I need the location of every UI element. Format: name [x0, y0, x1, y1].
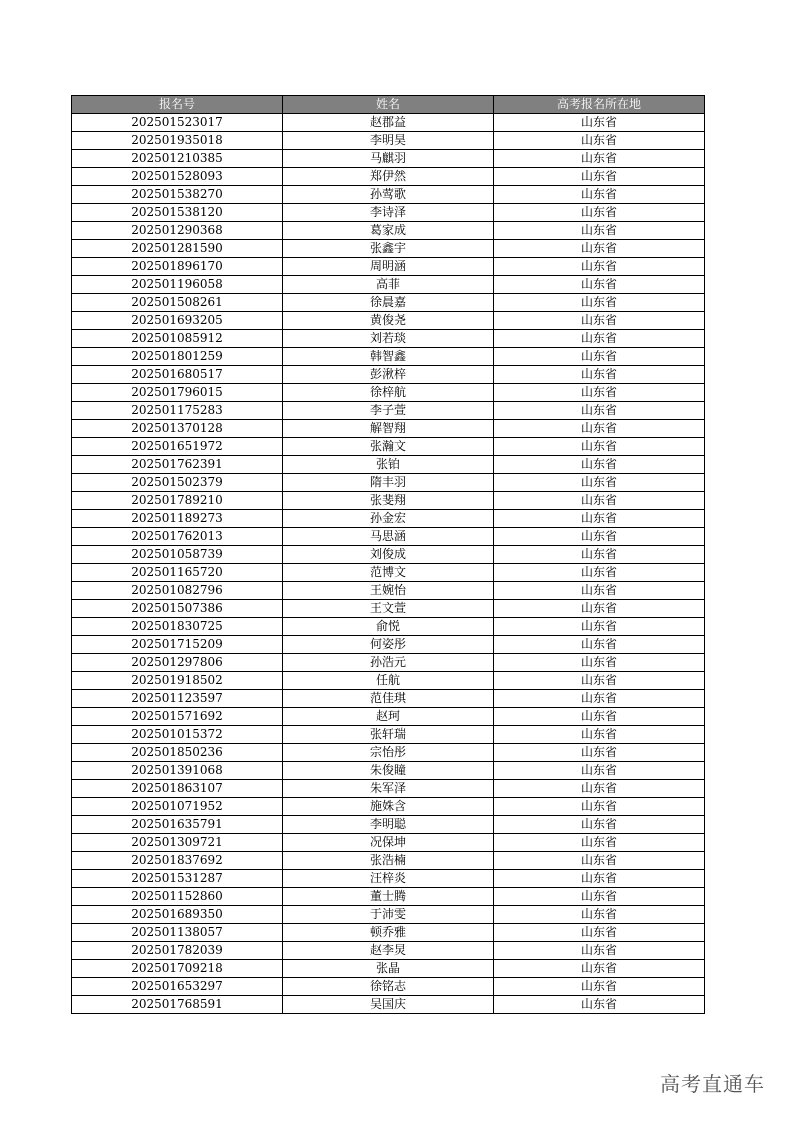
cell-registration-number: 202501709218 [72, 960, 283, 978]
cell-registration-number: 202501918502 [72, 672, 283, 690]
table-row [72, 330, 705, 348]
cell-registration-number: 202501523017 [72, 114, 283, 132]
cell-name: 周明涵 [283, 258, 494, 276]
cell-name: 葛家成 [283, 222, 494, 240]
table-row [72, 924, 705, 942]
cell-name: 宗怡彤 [283, 744, 494, 762]
cell-registration-number: 202501290368 [72, 222, 283, 240]
cell-location: 山东省 [494, 564, 705, 582]
cell-name: 张晶 [283, 960, 494, 978]
watermark-text: 高考直通车 [660, 1072, 765, 1096]
table-row [72, 816, 705, 834]
cell-registration-number: 202501837692 [72, 852, 283, 870]
cell-location: 山东省 [494, 852, 705, 870]
cell-location: 山东省 [494, 798, 705, 816]
cell-registration-number: 202501538270 [72, 186, 283, 204]
cell-location: 山东省 [494, 978, 705, 996]
cell-name: 孙浩元 [283, 654, 494, 672]
cell-registration-number: 202501538120 [72, 204, 283, 222]
table-row [72, 492, 705, 510]
cell-name: 张轩瑞 [283, 726, 494, 744]
cell-name: 高菲 [283, 276, 494, 294]
cell-registration-number: 202501507386 [72, 600, 283, 618]
cell-registration-number: 202501653297 [72, 978, 283, 996]
cell-name: 张铂 [283, 456, 494, 474]
cell-name: 何姿彤 [283, 636, 494, 654]
table-row [72, 546, 705, 564]
table-row [72, 348, 705, 366]
table-row [72, 762, 705, 780]
cell-name: 徐梓航 [283, 384, 494, 402]
cell-name: 马思涵 [283, 528, 494, 546]
cell-name: 赵李炅 [283, 942, 494, 960]
cell-location: 山东省 [494, 294, 705, 312]
cell-location: 山东省 [494, 402, 705, 420]
cell-name: 李诗泽 [283, 204, 494, 222]
cell-registration-number: 202501123597 [72, 690, 283, 708]
cell-name: 张瀚文 [283, 438, 494, 456]
cell-name: 朱军泽 [283, 780, 494, 798]
table-row [72, 312, 705, 330]
cell-registration-number: 202501528093 [72, 168, 283, 186]
cell-location: 山东省 [494, 672, 705, 690]
cell-registration-number: 202501391068 [72, 762, 283, 780]
cell-registration-number: 202501796015 [72, 384, 283, 402]
cell-location: 山东省 [494, 654, 705, 672]
table-body [72, 114, 705, 1014]
table-row [72, 402, 705, 420]
table-row [72, 582, 705, 600]
cell-registration-number: 202501071952 [72, 798, 283, 816]
cell-registration-number: 202501210385 [72, 150, 283, 168]
cell-registration-number: 202501693205 [72, 312, 283, 330]
cell-registration-number: 202501801259 [72, 348, 283, 366]
cell-location: 山东省 [494, 348, 705, 366]
cell-name: 刘若琰 [283, 330, 494, 348]
table-row [72, 636, 705, 654]
cell-name: 俞悦 [283, 618, 494, 636]
cell-registration-number: 202501508261 [72, 294, 283, 312]
table-row [72, 906, 705, 924]
cell-name: 顿乔雅 [283, 924, 494, 942]
cell-name: 张斐翔 [283, 492, 494, 510]
cell-location: 山东省 [494, 204, 705, 222]
table-row [72, 564, 705, 582]
table-row [72, 834, 705, 852]
cell-name: 孙莺歌 [283, 186, 494, 204]
cell-location: 山东省 [494, 546, 705, 564]
cell-location: 山东省 [494, 510, 705, 528]
cell-location: 山东省 [494, 960, 705, 978]
cell-name: 赵郡益 [283, 114, 494, 132]
cell-name: 张鑫宇 [283, 240, 494, 258]
table-row [72, 978, 705, 996]
cell-location: 山东省 [494, 744, 705, 762]
cell-name: 范博文 [283, 564, 494, 582]
cell-registration-number: 202501715209 [72, 636, 283, 654]
cell-name: 李明聪 [283, 816, 494, 834]
cell-registration-number: 202501152860 [72, 888, 283, 906]
registration-table [71, 95, 705, 1014]
cell-location: 山东省 [494, 456, 705, 474]
cell-name: 马麒羽 [283, 150, 494, 168]
table-row [72, 744, 705, 762]
cell-registration-number: 202501768591 [72, 996, 283, 1014]
cell-registration-number: 202501189273 [72, 510, 283, 528]
cell-name: 王文萱 [283, 600, 494, 618]
cell-name: 任航 [283, 672, 494, 690]
cell-name: 李明昊 [283, 132, 494, 150]
table-row [72, 942, 705, 960]
cell-location: 山东省 [494, 276, 705, 294]
table-row [72, 438, 705, 456]
cell-registration-number: 202501651972 [72, 438, 283, 456]
cell-location: 山东省 [494, 366, 705, 384]
cell-registration-number: 202501015372 [72, 726, 283, 744]
cell-registration-number: 202501762013 [72, 528, 283, 546]
table-row [72, 870, 705, 888]
cell-location: 山东省 [494, 420, 705, 438]
cell-location: 山东省 [494, 780, 705, 798]
cell-location: 山东省 [494, 330, 705, 348]
cell-location: 山东省 [494, 996, 705, 1014]
cell-name: 赵珂 [283, 708, 494, 726]
cell-name: 隋丰羽 [283, 474, 494, 492]
cell-registration-number: 202501571692 [72, 708, 283, 726]
table-row [72, 780, 705, 798]
cell-location: 山东省 [494, 834, 705, 852]
cell-registration-number: 202501935018 [72, 132, 283, 150]
table-row [72, 204, 705, 222]
cell-name: 况保坤 [283, 834, 494, 852]
cell-registration-number: 202501138057 [72, 924, 283, 942]
cell-location: 山东省 [494, 816, 705, 834]
cell-registration-number: 202501762391 [72, 456, 283, 474]
cell-location: 山东省 [494, 600, 705, 618]
table-row [72, 258, 705, 276]
table-header [72, 96, 705, 114]
table-row [72, 600, 705, 618]
cell-location: 山东省 [494, 762, 705, 780]
cell-registration-number: 202501531287 [72, 870, 283, 888]
cell-location: 山东省 [494, 222, 705, 240]
table-row [72, 852, 705, 870]
cell-location: 山东省 [494, 114, 705, 132]
cell-location: 山东省 [494, 906, 705, 924]
table-row [72, 690, 705, 708]
cell-name: 吴国庆 [283, 996, 494, 1014]
cell-registration-number: 202501297806 [72, 654, 283, 672]
cell-registration-number: 202501502379 [72, 474, 283, 492]
table-row [72, 708, 705, 726]
cell-name: 解智翔 [283, 420, 494, 438]
cell-name: 徐晨嘉 [283, 294, 494, 312]
cell-location: 山东省 [494, 924, 705, 942]
table-row [72, 672, 705, 690]
cell-registration-number: 202501196058 [72, 276, 283, 294]
header-row [72, 96, 705, 114]
table-row [72, 186, 705, 204]
cell-name: 于沛雯 [283, 906, 494, 924]
cell-registration-number: 202501085912 [72, 330, 283, 348]
cell-registration-number: 202501680517 [72, 366, 283, 384]
cell-registration-number: 202501370128 [72, 420, 283, 438]
cell-registration-number: 202501309721 [72, 834, 283, 852]
cell-registration-number: 202501281590 [72, 240, 283, 258]
cell-location: 山东省 [494, 474, 705, 492]
cell-name: 施姝含 [283, 798, 494, 816]
cell-location: 山东省 [494, 258, 705, 276]
cell-name: 黄俊尧 [283, 312, 494, 330]
cell-name: 彭湫梓 [283, 366, 494, 384]
table-row [72, 618, 705, 636]
cell-name: 朱俊瞳 [283, 762, 494, 780]
table-row [72, 510, 705, 528]
table-row [72, 996, 705, 1014]
cell-name: 王婉怡 [283, 582, 494, 600]
cell-location: 山东省 [494, 312, 705, 330]
cell-location: 山东省 [494, 888, 705, 906]
cell-registration-number: 202501175283 [72, 402, 283, 420]
header-registration-number: 报名号 [72, 96, 283, 114]
table-row [72, 132, 705, 150]
cell-location: 山东省 [494, 438, 705, 456]
table-row [72, 960, 705, 978]
table-row [72, 798, 705, 816]
cell-location: 山东省 [494, 132, 705, 150]
table-row [72, 222, 705, 240]
cell-registration-number: 202501850236 [72, 744, 283, 762]
cell-name: 郑伊然 [283, 168, 494, 186]
cell-name: 范佳琪 [283, 690, 494, 708]
cell-registration-number: 202501689350 [72, 906, 283, 924]
cell-location: 山东省 [494, 942, 705, 960]
cell-location: 山东省 [494, 726, 705, 744]
cell-name: 徐铭志 [283, 978, 494, 996]
cell-location: 山东省 [494, 186, 705, 204]
table-row [72, 420, 705, 438]
table-row [72, 114, 705, 132]
cell-location: 山东省 [494, 618, 705, 636]
cell-location: 山东省 [494, 150, 705, 168]
cell-name: 孙金宏 [283, 510, 494, 528]
header-name: 姓名 [283, 96, 494, 114]
cell-location: 山东省 [494, 582, 705, 600]
cell-registration-number: 202501789210 [72, 492, 283, 510]
cell-location: 山东省 [494, 708, 705, 726]
cell-name: 刘俊成 [283, 546, 494, 564]
table-row [72, 168, 705, 186]
cell-location: 山东省 [494, 870, 705, 888]
table-row [72, 294, 705, 312]
cell-registration-number: 202501635791 [72, 816, 283, 834]
header-location: 高考报名所在地 [494, 96, 705, 114]
table-row [72, 366, 705, 384]
table-row [72, 528, 705, 546]
cell-registration-number: 202501863107 [72, 780, 283, 798]
table-row [72, 456, 705, 474]
cell-name: 董士腾 [283, 888, 494, 906]
cell-location: 山东省 [494, 240, 705, 258]
cell-registration-number: 202501165720 [72, 564, 283, 582]
cell-location: 山东省 [494, 690, 705, 708]
cell-registration-number: 202501082796 [72, 582, 283, 600]
table-row [72, 240, 705, 258]
cell-registration-number: 202501782039 [72, 942, 283, 960]
cell-registration-number: 202501058739 [72, 546, 283, 564]
table-row [72, 384, 705, 402]
cell-location: 山东省 [494, 168, 705, 186]
table-row [72, 276, 705, 294]
cell-location: 山东省 [494, 636, 705, 654]
table-row [72, 150, 705, 168]
cell-name: 李子萱 [283, 402, 494, 420]
cell-location: 山东省 [494, 384, 705, 402]
table-row [72, 474, 705, 492]
cell-registration-number: 202501830725 [72, 618, 283, 636]
cell-registration-number: 202501896170 [72, 258, 283, 276]
cell-name: 张浩楠 [283, 852, 494, 870]
cell-name: 汪梓炎 [283, 870, 494, 888]
cell-name: 韩智鑫 [283, 348, 494, 366]
cell-location: 山东省 [494, 528, 705, 546]
cell-location: 山东省 [494, 492, 705, 510]
table-row [72, 726, 705, 744]
table-row [72, 654, 705, 672]
table-row [72, 888, 705, 906]
